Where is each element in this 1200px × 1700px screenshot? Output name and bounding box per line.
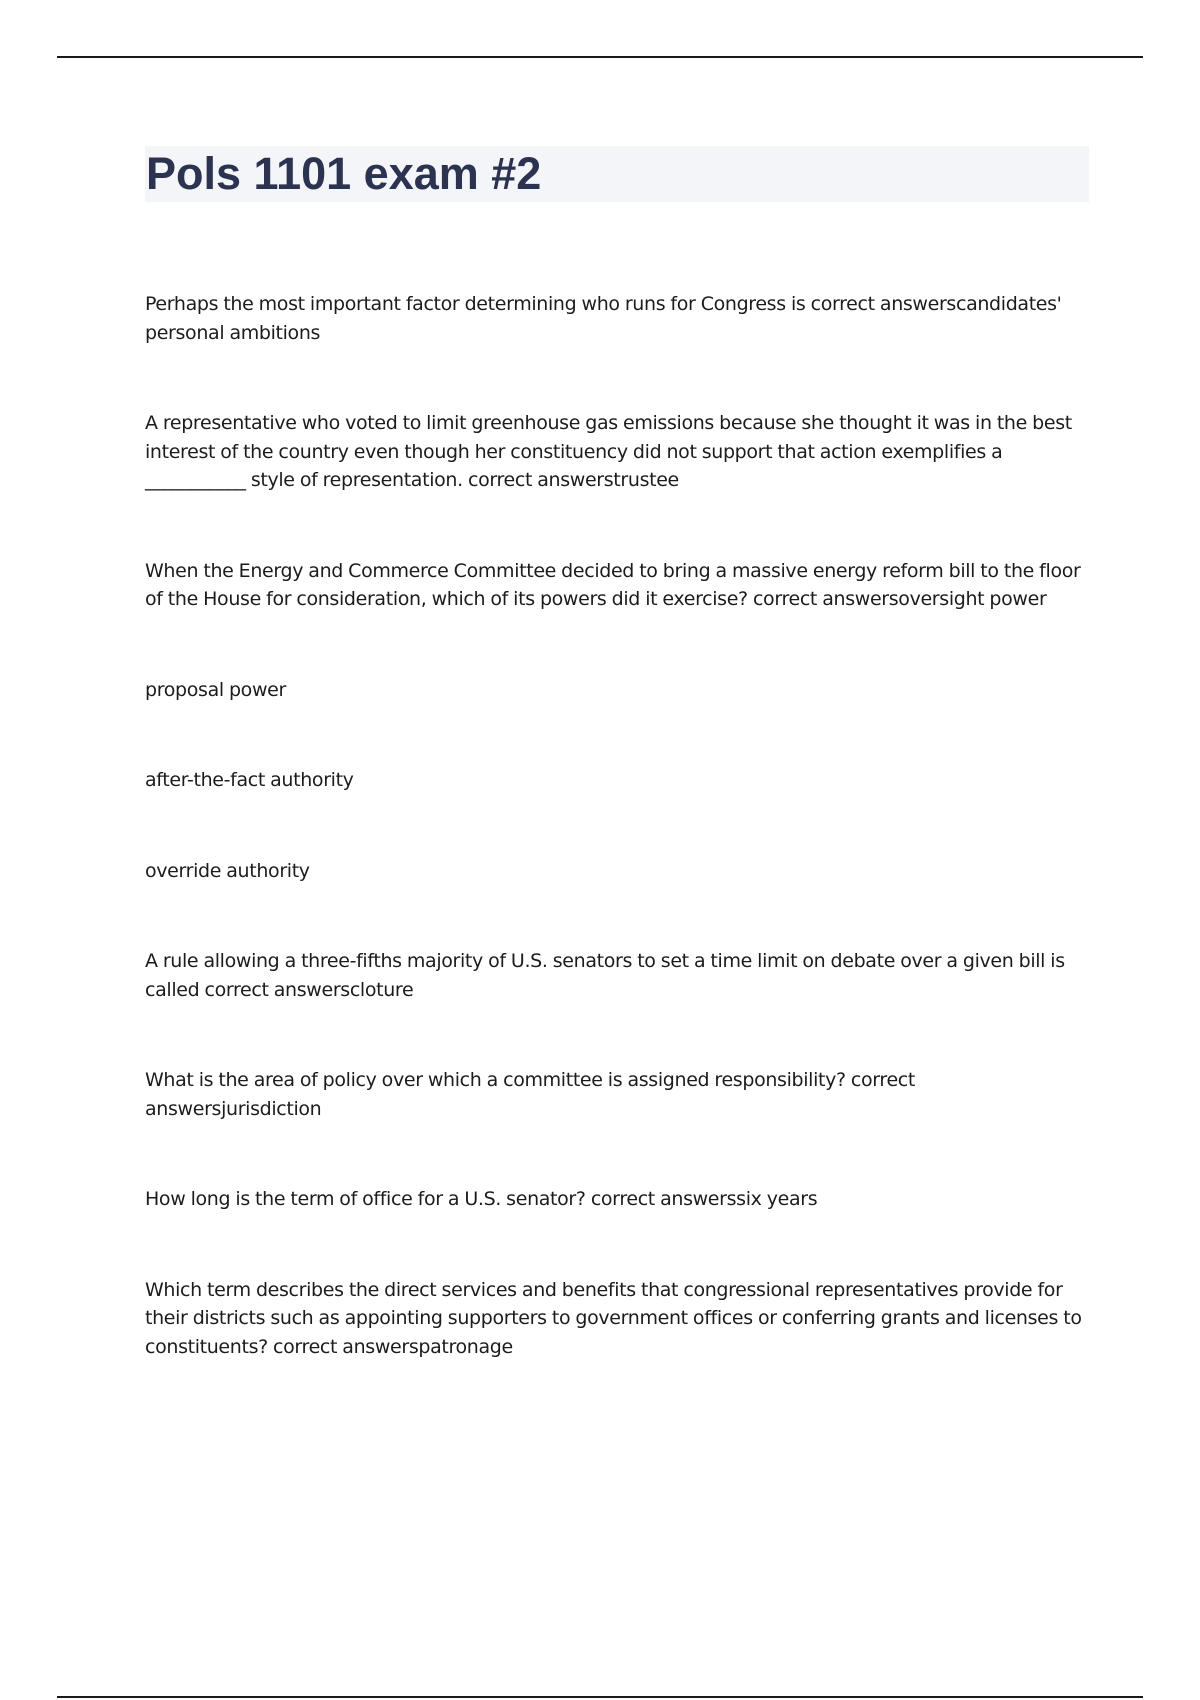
qa-item: A representative who voted to limit greenhouse gas emissions because she thought it was in the best interest of the country even though her constituency did not support that action exemplifies a ___________ style of representation. correct answerstrustee [145, 412, 1072, 491]
qa-item: When the Energy and Commerce Committee decided to bring a massive energy reform bill to the floor of the House for consideration, which of its powers did it exercise? correct answersoversight power [145, 559, 1081, 610]
qa-item: Perhaps the most important factor determining who runs for Congress is correct answerscandidates' personal ambitions [145, 293, 1062, 344]
qa-item: What is the area of policy over which a committee is assigned responsibility? correct answersjurisdiction [145, 1069, 916, 1120]
qa-item: How long is the term of office for a U.S. senator? correct answerssix years [145, 1188, 818, 1210]
qa-item: proposal power [145, 678, 286, 701]
qa-item: Which term describes the direct services and benefits that congressional representatives provide for their districts such as appointing supporters to government offices or conferring grants and licenses to constituents? correct answerspatronage [145, 1278, 1082, 1358]
qa-item: after-the-fact authority [145, 769, 354, 791]
qa-item: A rule allowing a three-fifths majority of U.S. senators to set a time limit on debate over a given bill is called correct answerscloture [145, 950, 1065, 1001]
qa-item: override authority [145, 859, 310, 882]
document-body [145, 290, 1090, 1423]
bottom-divider [57, 1696, 1143, 1698]
document-title: Pols 1101 exam #2 [146, 148, 542, 199]
top-divider [57, 56, 1143, 58]
